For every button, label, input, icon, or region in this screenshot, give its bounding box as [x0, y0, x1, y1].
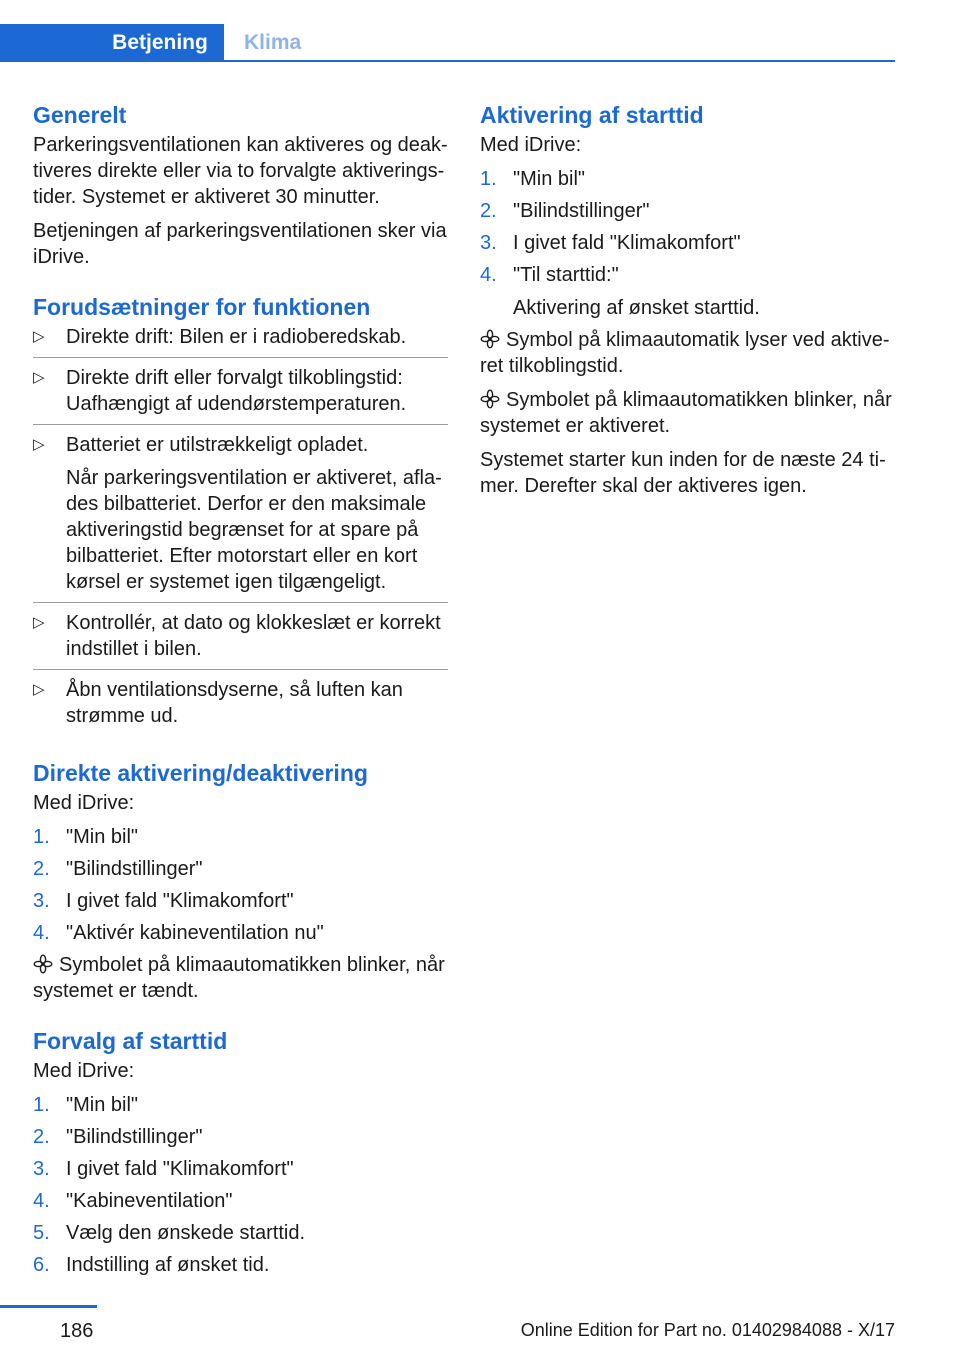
- step-text: "Kabineventilation": [66, 1190, 233, 1212]
- step-number: 3.: [480, 232, 497, 254]
- prerequisite-list: [33, 324, 448, 736]
- fan-icon: [480, 329, 500, 349]
- fan-icon: [480, 389, 500, 409]
- paragraph: Betjeningen af parkeringsventilationen sker via iDrive.: [33, 220, 447, 268]
- edition-text: Online Edition for Part no. 01402984088 - X/17: [520, 1320, 895, 1340]
- symbol-note-text: Symbol på klimaautomatik lyser ved aktiveret tilkoblingstid.: [480, 329, 890, 377]
- step-number: 6.: [33, 1254, 50, 1276]
- fan-icon: [33, 954, 53, 974]
- step-text: "Bilindstillinger": [66, 858, 203, 880]
- step-item: [33, 888, 448, 914]
- list-item: [33, 677, 448, 736]
- symbol-note-text: Symbolet på klimaautomatikken blinker, når systemet er aktiveret.: [480, 389, 892, 437]
- step-number: 3.: [33, 890, 50, 912]
- section-title-forvalg: Forvalg af starttid: [33, 1028, 228, 1054]
- symbol-note: [480, 327, 900, 379]
- step-number: 2.: [33, 858, 50, 880]
- triangle-right-icon: ▷: [33, 681, 45, 698]
- step-item: [33, 1220, 448, 1246]
- symbol-note: [480, 387, 900, 439]
- step-text: I givet fald "Klimakomfort": [66, 890, 294, 912]
- right-column: [480, 100, 900, 507]
- page-header: [0, 0, 960, 64]
- step-text: I givet fald "Klimakomfort": [66, 1158, 294, 1180]
- section-title-forudsaetninger: Forudsætninger for funktionen: [33, 294, 371, 320]
- step-subtext: Aktivering af ønsket starttid.: [513, 297, 760, 319]
- list-item-text: Direkte drift: Bilen er i radioberedskab.: [66, 326, 407, 348]
- footer-rule: [0, 1305, 97, 1308]
- header-rule: [0, 60, 895, 62]
- tab-betjening[interactable]: Betjening: [96, 24, 224, 62]
- step-item: [480, 198, 900, 224]
- section-title-generelt: Generelt: [33, 102, 127, 128]
- step-text: "Bilindstillinger": [513, 200, 650, 222]
- step-item: [33, 1124, 448, 1150]
- step-number: 2.: [33, 1126, 50, 1148]
- left-column: [33, 100, 448, 1284]
- paragraph: Systemet starter kun inden for de næste 24 timer. Derefter skal der aktiveres igen.: [480, 449, 886, 497]
- step-text: Vælg den ønskede starttid.: [66, 1222, 306, 1244]
- list-item-note: Når parkeringsventilation er aktiveret, aflades bilbatteriet. Derfor er den maksimale aktiveringstid begrænset for at spare på bilbatteriet. Efter motorstart eller en kort kørsel er systemet igen tilgængeligt.: [66, 467, 442, 593]
- paragraph: Med iDrive:: [33, 792, 135, 814]
- step-item: [480, 262, 900, 321]
- page-number: 186: [60, 1320, 94, 1342]
- step-item: [33, 856, 448, 882]
- step-number: 4.: [33, 1190, 50, 1212]
- triangle-right-icon: ▷: [33, 328, 45, 345]
- step-text: "Aktivér kabineventilation nu": [66, 922, 324, 944]
- list-item: [33, 365, 448, 425]
- step-number: 1.: [480, 168, 497, 190]
- step-item: [33, 1092, 448, 1118]
- step-item: [33, 824, 448, 850]
- triangle-right-icon: ▷: [33, 436, 45, 453]
- symbol-note: [33, 952, 448, 1004]
- step-list: [33, 1092, 448, 1278]
- step-list: [480, 166, 900, 321]
- list-item: [33, 324, 448, 358]
- step-text: "Min bil": [66, 826, 138, 848]
- step-item: [480, 166, 900, 192]
- list-item-text: Direkte drift eller forvalgt tilkoblingstid: Uafhængigt af udendørstemperaturen.: [66, 367, 407, 415]
- step-number: 1.: [33, 826, 50, 848]
- step-item: [33, 1188, 448, 1214]
- step-text: Indstilling af ønsket tid.: [66, 1254, 270, 1276]
- paragraph: Med iDrive:: [33, 1060, 135, 1082]
- step-list: [33, 824, 448, 946]
- step-text: "Min bil": [66, 1094, 138, 1116]
- list-item: [33, 610, 448, 670]
- tab-klima[interactable]: Klima: [244, 31, 302, 54]
- symbol-note-text: Symbolet på klimaautomatikken blinker, når systemet er tændt.: [33, 954, 445, 1002]
- step-text: "Bilindstillinger": [66, 1126, 203, 1148]
- step-number: 1.: [33, 1094, 50, 1116]
- step-number: 4.: [480, 264, 497, 286]
- section-title-direkte-aktivering: Direkte aktivering/deaktivering: [33, 760, 368, 786]
- step-text: I givet fald "Klimakomfort": [513, 232, 741, 254]
- list-item: [33, 432, 448, 603]
- step-number: 5.: [33, 1222, 50, 1244]
- list-item-text: Åbn ventilationsdyserne, så luften kan strømme ud.: [66, 679, 403, 727]
- step-text: "Min bil": [513, 168, 585, 190]
- step-item: [33, 920, 448, 946]
- paragraph: Parkeringsventilationen kan aktiveres og deaktiveres direkte eller via to forvalgte aktiveringstider. Systemet er aktiveret 30 minutter.: [33, 134, 448, 208]
- list-item-text: Batteriet er utilstrækkeligt opladet.: [66, 434, 369, 456]
- step-number: 2.: [480, 200, 497, 222]
- list-item-text: Kontrollér, at dato og klokkeslæt er korrekt indstillet i bilen.: [66, 612, 441, 660]
- paragraph: Med iDrive:: [480, 134, 582, 156]
- step-number: 4.: [33, 922, 50, 944]
- triangle-right-icon: ▷: [33, 614, 45, 631]
- step-item: [480, 230, 900, 256]
- header-accent-bar: [0, 24, 96, 62]
- step-item: [33, 1252, 448, 1278]
- triangle-right-icon: ▷: [33, 369, 45, 386]
- step-text: "Til starttid:": [513, 264, 619, 286]
- step-item: [33, 1156, 448, 1182]
- section-title-aktivering-starttid: Aktivering af starttid: [480, 102, 704, 128]
- step-number: 3.: [33, 1158, 50, 1180]
